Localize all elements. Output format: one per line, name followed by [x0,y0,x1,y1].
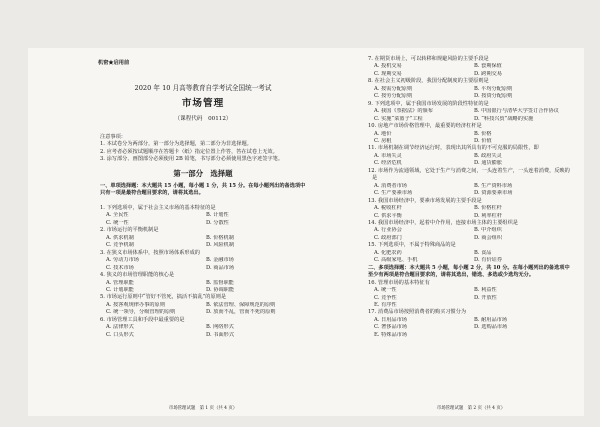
option: A. 统一性 [374,287,397,294]
option: B. 网络形式 [206,324,234,331]
option: C. 竞争性 [374,294,397,301]
option: B. 计划性 [206,212,229,219]
option: A. 按需分配原则 [374,85,413,92]
option: A. 管理职能 [106,279,134,286]
note-item: 1. 本试卷分为两部分，第一部分为选择题，第二部分为非选择题。 [100,141,252,148]
section-one-intro: 一、单项选择题：本大题共 15 小题，每小题 1 分，共 15 分。在每小题列出的备选项中只有一项是最符合题目要求的，请将其选出。 [100,183,306,197]
exam-title: 2020 年 10 月高等教育自学考试全国统一考试 [134,84,272,92]
option: B. 中国银行与清华大学签订合作协议 [474,108,559,115]
question-stem: 12. 市场作为流通领域，它处于生产与消费之间，一头连着生产，一头连着消费，反映的是 [368,167,570,182]
question-stem: 13. 我国市场经济中，要素市场发展的主要手段是 [368,197,482,204]
question [368,123,574,145]
option: C. 统一领导，分级管理的原则 [106,309,176,316]
option: C. 技术市场 [106,264,134,271]
option: A. 税收杠杆 [374,205,402,212]
option: B. 政府失灵 [474,152,502,159]
option: A. 化肥农药 [374,249,402,256]
page-footer: 市场管理试题 第 1 页（共 4 页） [168,406,238,411]
option: B. 耐用品市场 [474,316,508,323]
option: B. 价格机制 [206,234,234,241]
option: B. 金融市场 [206,257,234,264]
question-stem: 6. 市场管理工具和手段中最重要的是 [100,316,185,323]
question [100,227,306,249]
question [100,272,306,294]
option: C. 实施“菜篮子”工程 [374,115,423,122]
question [368,168,574,198]
question-stem: 15. 下列选项中，不属于特殊商品的是 [368,242,456,249]
question-stem: 11. 市场机制在调节经济运行时，表现出其所具有的不可克服的局限性，即 [368,145,539,152]
question-stem: 14. 我国市场经济中，起着中介作用，连接市场主体的主要组织是 [368,219,518,226]
option: D. 放而不乱，管而不死的原则 [206,309,276,316]
option: A. 法律形式 [106,324,134,331]
option: A. 劳动力市场 [106,257,139,264]
question [368,145,574,167]
question [368,101,574,123]
option: D. 跨期交易 [474,70,503,77]
option: A. 行业协会 [374,227,402,234]
question-stem: 9. 下列选项中，属于我国市场发展的阶段性特征的是 [368,100,489,107]
course-code: （课程代码 00112） [174,116,232,122]
subject-title: 市场管理 [181,98,225,109]
question [100,205,306,227]
option: B. 平均分配原则 [474,85,513,92]
question-list [100,205,306,339]
question [368,78,574,100]
option: C. 政府部门 [374,234,402,241]
option: B. 价格杠杆 [474,205,502,212]
option: C. 经济危机 [374,160,402,167]
option: A. 全民性 [106,212,129,219]
option: E. 有序性 [374,301,397,308]
question-list [368,56,574,339]
option: B. 价格 [474,130,492,137]
question-stem: 2. 市场运行的平衡机制是 [100,227,159,234]
option: C. 口头形式 [106,331,134,338]
question [368,56,574,78]
option: C. 供求平衡 [374,212,402,219]
option: C. 统一性 [106,219,129,226]
option: B. 监督职能 [206,279,234,286]
option: B. 中介组织 [474,227,502,234]
question-stem: 5. 市场运行原则中“管好不管死，搞活不搞乱”的原则是 [100,294,227,301]
option: A. 市场失灵 [374,152,402,159]
option: A. 消费者市场 [374,182,407,189]
option: C. 奢侈品市场 [374,324,408,331]
option: A. 按客观规律办事的原则 [106,301,165,308]
option: D. 风险机制 [206,242,235,249]
option: D. 价值 [474,137,492,144]
option: D. 协调职能 [206,286,235,293]
option: D. 分散性 [206,219,229,226]
option: D. 有价证券 [474,257,503,264]
option: D. 资源要素市场 [474,190,513,197]
question-stem: 4. 狭义的市场管理职能的核心是 [100,272,175,279]
question [368,242,574,264]
question-stem: 7. 在期货市场上，可以转移和规避风险的主要手段是 [368,56,489,62]
option: C. 高级家电、手机 [374,257,418,264]
notes-block [100,134,306,164]
option: D. “科技兴贸”战略的实施 [474,115,534,122]
question-stem: 3. 在狭义市场体系中，按照市场体系形成的 [100,249,200,256]
option: B. 依法管理、保障规范的原则 [206,301,276,308]
option: B. 利益性 [474,287,497,294]
option: C. 计划职能 [106,286,134,293]
question [368,280,574,310]
option: A. 我国《票据法》的颁布 [374,108,433,115]
notes-heading: 注意事项： [100,134,126,140]
option: C. 房租 [374,137,392,144]
option: A. 日用品市场 [374,316,407,323]
option: B. 套期保值 [474,63,502,70]
option: D. 通货膨胀 [474,160,503,167]
section-two-intro: 二、多项选择题：本大题共 5 小题，每小题 2 分，共 10 分。在每小题列出的备选项中至少有两项是符合题目要求的，请将其选出，错选、多选或少选均无分。 [368,264,570,279]
question [100,317,306,339]
question [368,220,574,242]
option: D. 书面形式 [206,331,235,338]
option: D. 商品市场 [206,264,235,271]
question-stem: 16. 管理市场的基本特征有 [368,279,430,286]
option: C. 竞争机制 [106,242,134,249]
note-item: 3. 涂写部分、画图部分必须使用 2B 铅笔，书写部分必须使用黑色字迹签字笔。 [100,156,284,163]
option: D. 开放性 [474,294,497,301]
note-item: 2. 应考者必须按试题顺序在答题卡（纸）指定位置上作答，答在试卷上无效。 [100,148,278,155]
part-one-title: 第一部分 选择题 [173,169,233,178]
secret-mark: 机密★启用前 [98,60,130,66]
option: C. 生产要素市场 [374,190,413,197]
option: B. 生产资料市场 [474,182,513,189]
option: A. 供求机制 [106,234,134,241]
page-1 [98,48,308,416]
option: A. 投机交易 [374,63,402,70]
question-stem: 1. 下列选项中，属于社会主义市场的基本特征的是 [100,205,216,211]
option: E. 特殊品市场 [374,331,408,338]
option: C. 现期交易 [374,70,402,77]
question-stem: 10. 房地产市场价格管理中，最重要的经济杠杆是 [368,123,482,130]
question-stem: 17. 消费品市场按照消费者的购买习惯分为 [368,309,467,316]
option: D. 按资分配原则 [474,93,513,100]
page-footer: 市场管理试题 第 2 页（共 4 页） [436,406,506,411]
question [100,294,306,316]
question [368,309,574,339]
page-2 [366,48,576,416]
option: C. 按劳分配原则 [374,93,413,100]
option: D. 利率杠杆 [474,212,503,219]
option: B. 食品 [474,249,492,256]
question [100,250,306,272]
question-stem: 8. 在社会主义初级阶段，我国分配制度的主要原则是 [368,78,489,85]
question [368,198,574,220]
option: D. 选购品市场 [474,324,508,331]
option: A. 地价 [374,130,392,137]
exam-sheet [28,48,584,416]
option: D. 商会组织 [474,234,503,241]
